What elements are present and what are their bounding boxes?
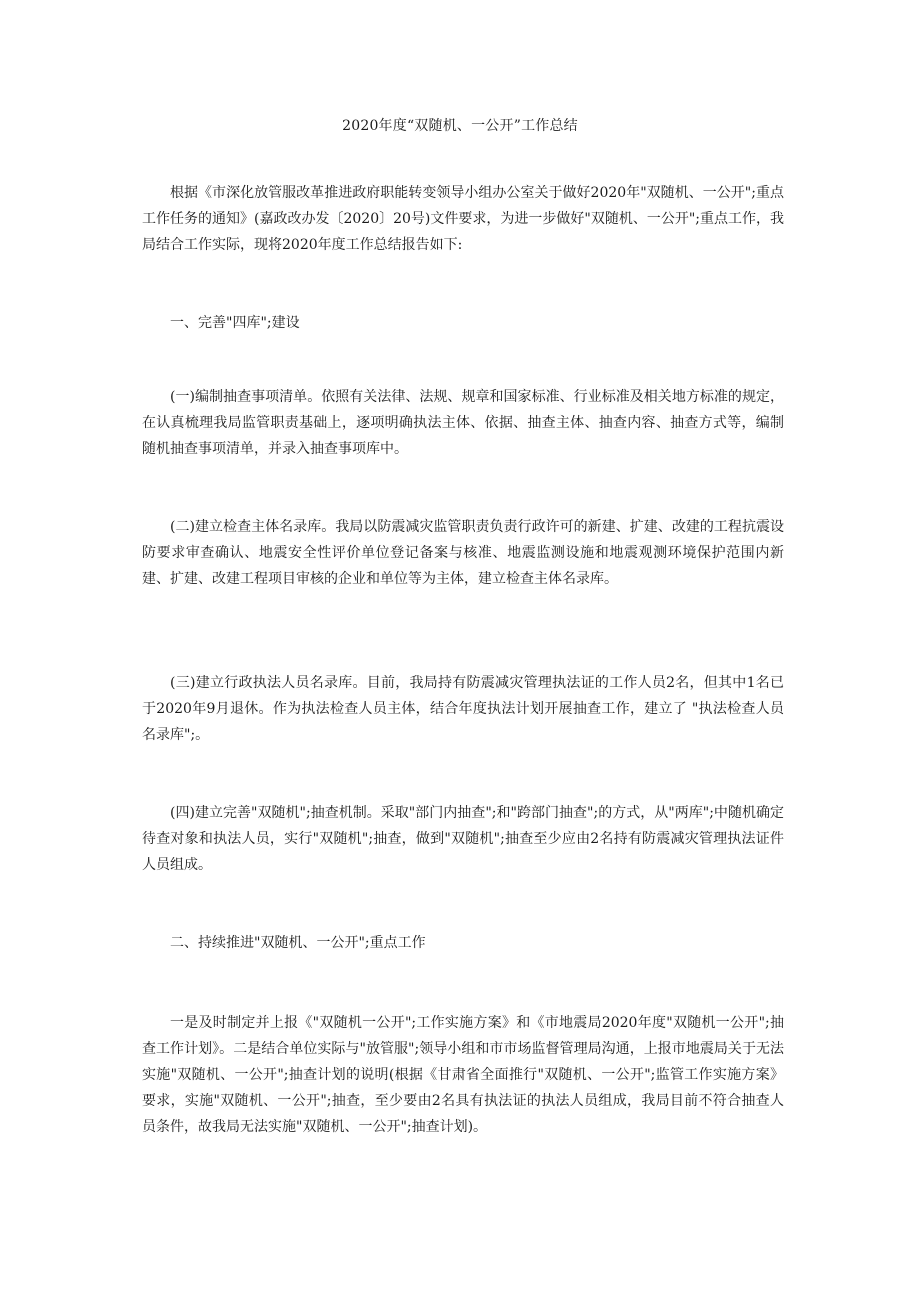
paragraph-1-2: (二)建立检查主体名录库。我局以防震减灾监管职责负责行政许可的新建、扩建、改建的工程抗震设防要求审查确认、地震安全性评价单位登记备案与核准、地震监测设施和地震观测环境保护范围内新建、扩建、改建工程项目审核的企业和单位等为主体，建立检查主体名录库。 bbox=[142, 519, 784, 587]
document-title: 2020年度“双随机、一公开”工作总结 bbox=[342, 118, 578, 134]
paragraph-1-3: (三)建立行政执法人员名录库。目前，我局持有防震减灾管理执法证的工作人员2名，但其中1名已于2020年9月退休。作为执法检查人员主体，结合年度执法计划开展抽查工作，建立了 "执法检查人员名录库";。 bbox=[142, 675, 784, 743]
paragraph-1-4: (四)建立完善"双随机";抽查机制。采取"部门内抽查";和"跨部门抽查";的方式，从"两库";中随机确定待查对象和执法人员，实行"双随机";抽查，做到"双随机";抽查至少应由2名持有防震减灾管理执法证件人员组成。 bbox=[142, 805, 784, 873]
intro-paragraph: 根据《市深化放管服改革推进政府职能转变领导小组办公室关于做好2020年"双随机、一公开";重点工作任务的通知》(嘉政改办发〔2020〕20号)文件要求，为进一步做好"双随机、一公开";重点工作，我局结合工作实际，现将2020年度工作总结报告如下: bbox=[142, 185, 784, 253]
section-heading-1: 一、完善"四库";建设 bbox=[170, 315, 300, 331]
paragraph-1-1: (一)编制抽查事项清单。依照有关法律、法规、规章和国家标准、行业标准及相关地方标准的规定，在认真梳理我局监管职责基础上，逐项明确执法主体、依据、抽查主体、抽查内容、抽查方式等，编制随机抽查事项清单，并录入抽查事项库中。 bbox=[142, 389, 784, 457]
paragraph-2-1: 一是及时制定并上报《"双随机一公开";工作实施方案》和《市地震局2020年度"双随机一公开";抽查工作计划》。二是结合单位实际与"放管服";领导小组和市市场监督管理局沟通，上报市地震局关于无法实施"双随机、一公开";抽查计划的说明(根据《甘肃省全面推行"双随机、一公开";监管工作实施方案》要求，实施"双随机、一公开";抽查，至少要由2名具有执法证的执法人员组成，我局目前不符合抽查人员条件，故我局无法实施"双随机、一公开";抽查计划)。 bbox=[142, 1015, 784, 1135]
section-heading-2: 二、持续推进"双随机、一公开";重点工作 bbox=[170, 935, 426, 951]
